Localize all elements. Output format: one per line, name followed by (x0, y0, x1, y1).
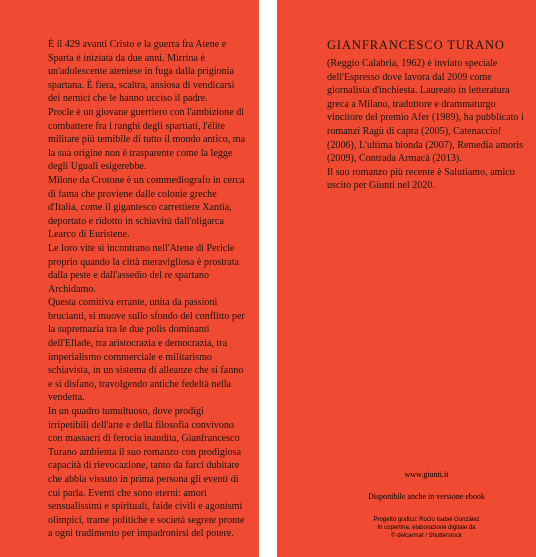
author-latest-book: Il suo romanzo più recente è Salutiamo, amico uscito per Giunti nel 2020. (327, 166, 515, 192)
ebook-note: Disponibile anche in versione ebook (368, 492, 485, 501)
synopsis-paragraph: Questa comitiva errante, unita da passioni brucianti, si muove sullo sfondo del conflitto per la supremazia tra le due polis dominanti dell'Ellade, tra aristocrazia e democrazia, tra imperialismo commerciale e militarismo schiavista, in un sistema di alleanze che si fanno e si disfano, travolgendo antiche fedeltà nella vendetta. (48, 297, 245, 404)
cover-credits (327, 516, 526, 540)
synopsis-paragraph: Milone da Crotone è un commediografo in cerca di fama che proviene dalle colonie greche d'Italia, come il gigantesco carrettiere Xantia, deportato e ridotto in schiavitù dall'oligarca Learco di Euristene. (48, 174, 245, 241)
flap-gutter (259, 0, 277, 557)
synopsis-paragraph: In un quadro tumultuoso, dove prodigi irripetibili dell'arte e della filosofia convivono con massacri di ferocia inaudita, Gianfrancesco Turano ambienta il suo romanzo con prodigiosa capacità di rievocazione, tanto da farci dubitare che abbia vissuto in prima persona gli eventi di cui parla. Eventi che sono eterni: amori sensualissimi e spirituali, faide civili e agonismi olimpici, trame politiche e società segrete pronte a ogni tradimento per impadronirsi del potere. (48, 406, 245, 540)
publisher-website[interactable]: www.giunti.it (404, 470, 449, 479)
author-bio: (Reggio Calabria, 1962) è inviato speciale dell'Espresso dove lavora dal 2009 come giornalista d'inchiesta. Laureato in letteratura greca a Milano, traduttore e drammaturgo vincitore del premio Afer (1989), ha pubblicato i romanzi Ragù di capra (2005), Catenaccio! (2006), L'ultima bionda (2007), Remedia amoris (2009), Contrada Armacà (2013). (327, 58, 524, 165)
author-name: GIANFRANCESCO TURANO (327, 38, 505, 52)
synopsis-paragraph: Procle è un giovane guerriero con l'ambizione di combattere fra i ranghi degli spartiati, l'élite militare più temibile di tutto il mondo antico, ma la sua origine non è trasparente come la legge degli Uguali esigerebbe. (48, 106, 246, 173)
front-flap (0, 0, 259, 557)
credit-line: In copertina: elaborazione digitale da (377, 525, 476, 531)
synopsis-paragraph: Le loro vite si incontrano nell'Atene di Pericle proprio quando la città meravigliosa è prostrata dalla peste e dall'assedio del re spartano Archidamo. (48, 242, 240, 295)
credit-line: Progetto grafico: Rocío Isabel González (373, 517, 480, 523)
credit-line: © delcarmat / Shutterstock (391, 533, 462, 539)
synopsis-paragraph: È il 429 avanti Cristo e la guerra fra Atene e Sparta è iniziata da due anni. Mirrina è un'adolescente ateniese in fuga dalla prigionia spartana. È fiera, scaltra, ansiosa di vendicarsi dei nemici che le hanno ucciso il padre. (48, 39, 235, 105)
publisher-info (327, 470, 526, 540)
